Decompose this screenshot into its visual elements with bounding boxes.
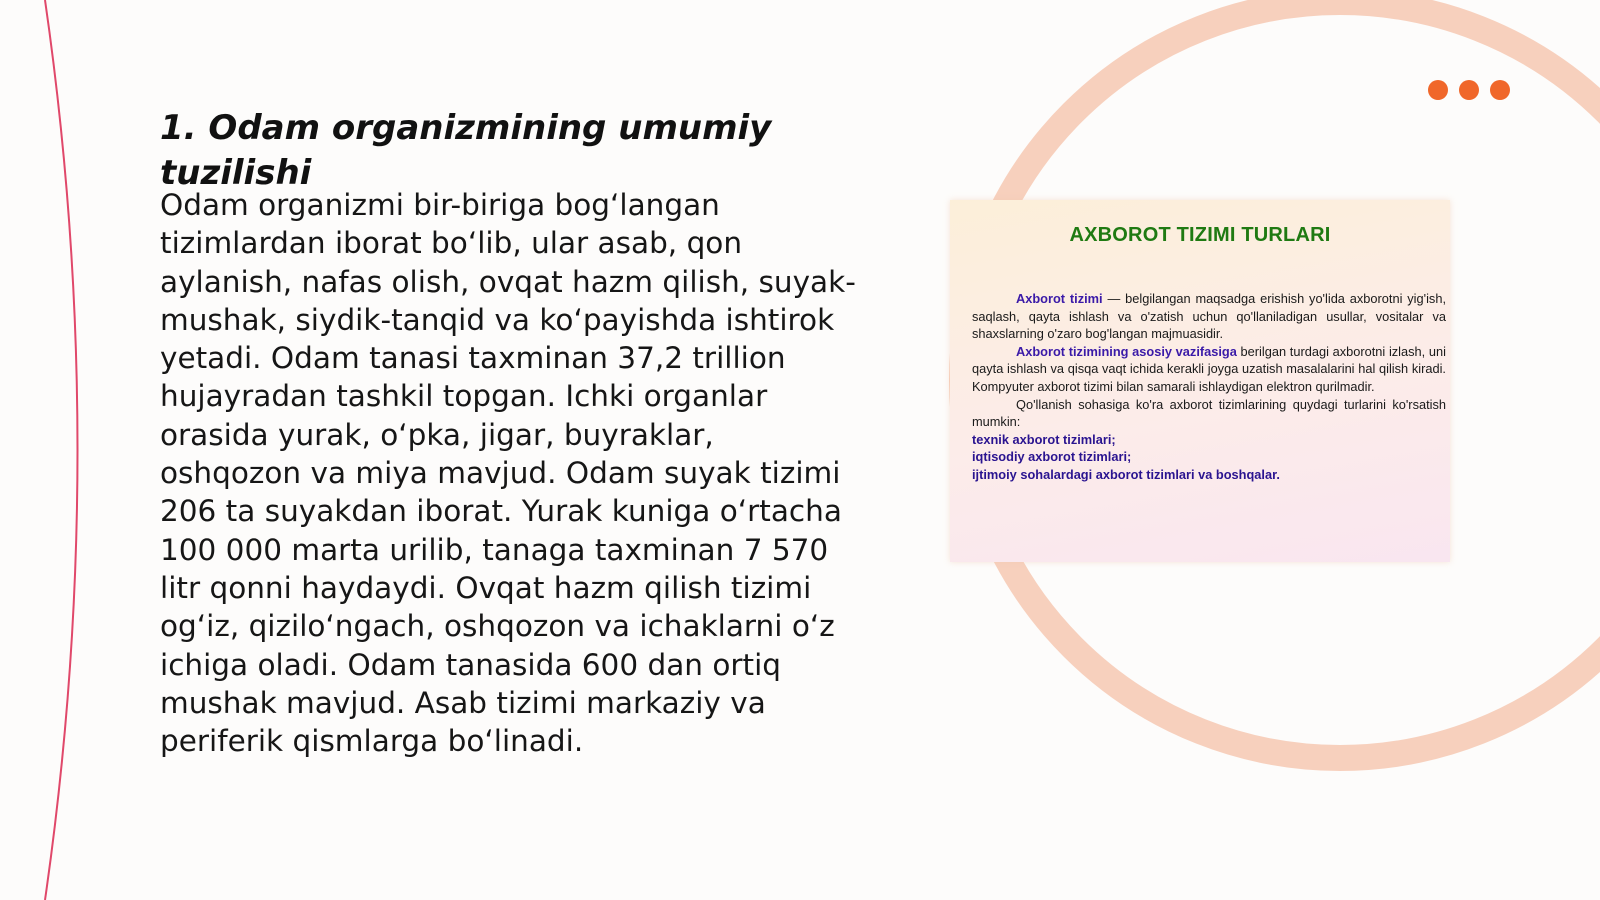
card-text-1: — belgilangan maqsadga erishish yo'lida axborotni yig'ish, saqlash, qayta ishlash va o'zatish uchun qo'llaniladigan usullar, vositalar va shaxslarning o'zaro bog'langan majmuasidir. xyxy=(972,291,1447,342)
card-paragraph-2 xyxy=(972,343,1446,396)
card-list-item: texnik axborot tizimlari; xyxy=(972,431,1116,447)
card-term-1: Axborot tizimi xyxy=(1016,291,1103,306)
card-list-item: ijtimoiy sohalardagi axborot tizimlari va boshqalar. xyxy=(972,466,1280,482)
dot-3 xyxy=(1490,80,1510,100)
card-title: AXBOROT TIZIMI TURLARI xyxy=(1069,224,1331,246)
card-body xyxy=(972,290,1446,484)
slide-body-text: Odam organizmi bir-biriga bogʻlangan tizimlardan iborat boʻlib, ular asab, qon aylanish, nafas olish, ovqat hazm qilish, suyak-mushak, siydik-tanqid va koʻpayishda ishtirok yetadi. Odam tanasi taxminan 37,2 trillion hujayradan tashkil topgan. Ichki organlar orasida yurak, oʻpka, jigar, buyraklar, oshqozon va miya mavjud. Odam suyak tizimi 206 ta suyakdan iborat. Yurak kuniga oʻrtacha 100 000 marta urilib, tanaga taxminan 7 570 litr qonni haydaydi. Ovqat hazm qilish tizimi ogʻiz, qiziloʻngach, oshqozon va ichaklarni oʻz ichiga oladi. Odam tanasida 600 dan ortiq mushak mavjud. Asab tizimi markaziy va periferik qismlarga boʻlinadi. xyxy=(160,188,856,759)
info-image-card xyxy=(950,200,1450,562)
card-text-2: berilgan turdagi axborotni izlash, uni qayta ishlash va qisqa vaqt ichida kerakli joyga uzatish masalalarini hal qilish kiradi. Kompyuter axborot tizimi bilan samarali ishlaydigan elektron qurilmadir. xyxy=(972,343,1446,394)
dot-1 xyxy=(1428,80,1448,100)
slide-title: 1. Odam organizmining umumiy tuzilishi xyxy=(160,108,772,193)
more-dots-icon[interactable] xyxy=(1428,80,1510,100)
dot-2 xyxy=(1459,80,1479,100)
left-accent-line xyxy=(45,0,78,900)
card-paragraph-1 xyxy=(972,290,1446,343)
card-list-item: iqtisodiy axborot tizimlari; xyxy=(972,449,1132,465)
card-paragraph-3: Qo'llanish sohasiga ko'ra axborot tizimlarining quydagi turlarini ko'rsatish mumkin: xyxy=(972,396,1446,430)
card-term-2: Axborot tizimining asosiy vazifasiga xyxy=(1016,343,1237,359)
